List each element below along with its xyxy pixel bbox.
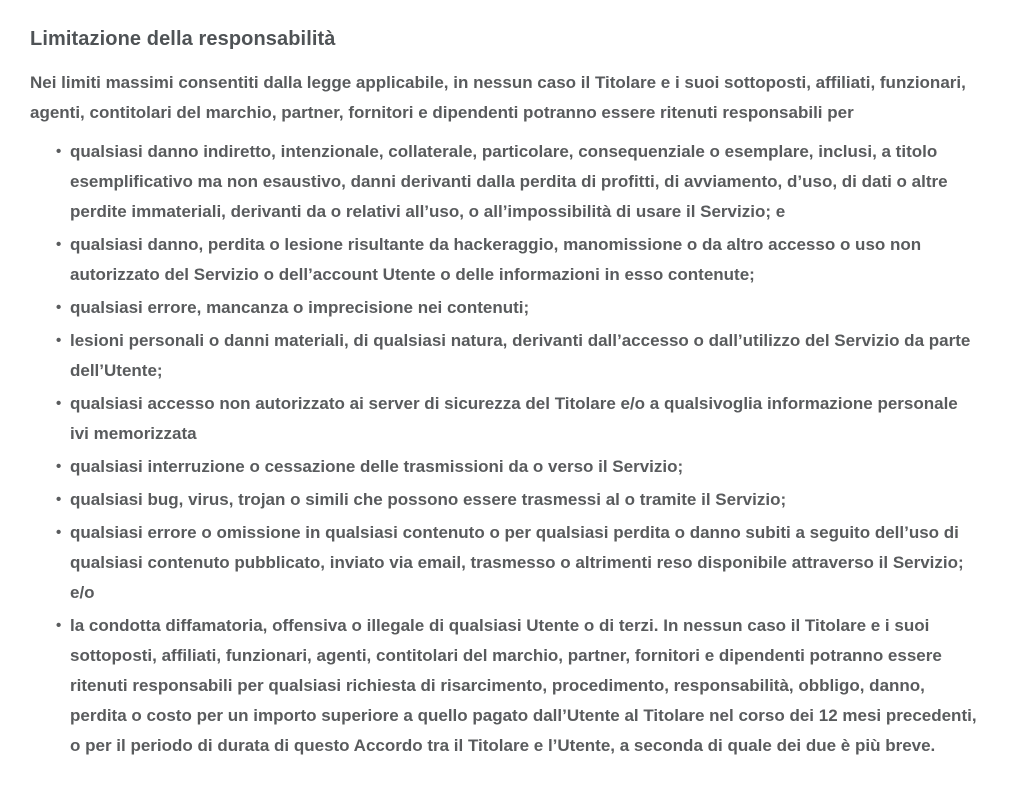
list-item-text: qualsiasi errore o omissione in qualsiasi contenuto o per qualsiasi perdita o danno subiti a seguito dell’uso di qualsiasi contenuto pubblicato, inviato via email, trasmesso o altrimenti reso disponibile attraverso il Servizio; e/o	[70, 523, 964, 602]
list-item	[56, 452, 980, 482]
list-item-text: qualsiasi bug, virus, trojan o simili che possono essere trasmessi al o tramite il Servizio;	[70, 490, 787, 509]
list-item	[56, 137, 980, 227]
list-item	[56, 293, 980, 323]
list-item	[56, 485, 980, 515]
bullet-icon: •	[56, 617, 62, 634]
bullet-icon: •	[56, 395, 62, 412]
list-item	[56, 518, 980, 608]
intro-paragraph: Nei limiti massimi consentiti dalla legge applicabile, in nessun caso il Titolare e i suoi sottoposti, affiliati, funzionari, agenti, contitolari del marchio, partner, fornitori e dipendenti potranno essere ritenuti responsabili per	[30, 73, 966, 122]
section-heading: Limitazione della responsabilità	[30, 28, 336, 50]
bullet-icon: •	[56, 299, 62, 316]
bullet-icon: •	[56, 332, 62, 349]
list-item	[56, 389, 980, 449]
list-item	[56, 611, 980, 761]
bullet-icon: •	[56, 143, 62, 160]
bullet-icon: •	[56, 236, 62, 253]
list-item	[56, 326, 980, 386]
list-item-text: qualsiasi errore, mancanza o imprecisione nei contenuti;	[70, 298, 530, 317]
list-item-text: qualsiasi interruzione o cessazione delle trasmissioni da o verso il Servizio;	[70, 457, 684, 476]
bullet-icon: •	[56, 458, 62, 475]
list-item-text: la condotta diffamatoria, offensiva o illegale di qualsiasi Utente o di terzi. In nessun caso il Titolare e i suoi sottoposti, affiliati, funzionari, agenti, contitolari del marchio, partner, fornitori e dipendenti potranno essere ritenuti responsabili per qualsiasi richiesta di risarcimento, procedimento, responsabilità, obbligo, danno, perdita o costo per un importo superiore a quello pagato dall’Utente al Titolare nel corso dei 12 mesi precedenti, o per il periodo di durata di questo Accordo tra il Titolare e l’Utente, a seconda di quale dei due è più breve.	[70, 616, 977, 755]
list-item-text: qualsiasi danno indiretto, intenzionale, collaterale, particolare, consequenziale o esemplare, inclusi, a titolo esemplificativo ma non esaustivo, danni derivanti dalla perdita di profitti, di avviamento, d’uso, di dati o altre perdite immateriali, derivanti da o relativi all’uso, o all’impossibilità di usare il Servizio; e	[70, 142, 948, 221]
bullet-icon: •	[56, 524, 62, 541]
list-item-text: qualsiasi accesso non autorizzato ai server di sicurezza del Titolare e/o a qualsivoglia informazione personale ivi memorizzata	[70, 394, 958, 443]
list-item	[56, 230, 980, 290]
list-item-text: qualsiasi danno, perdita o lesione risultante da hackeraggio, manomissione o da altro accesso o uso non autorizzato del Servizio o dell’account Utente o delle informazioni in esso contenute;	[70, 235, 922, 284]
bullet-icon: •	[56, 491, 62, 508]
list-item-text: lesioni personali o danni materiali, di qualsiasi natura, derivanti dall’accesso o dall’utilizzo del Servizio da parte dell’Utente;	[70, 331, 971, 380]
liability-bullet-list	[30, 137, 980, 761]
